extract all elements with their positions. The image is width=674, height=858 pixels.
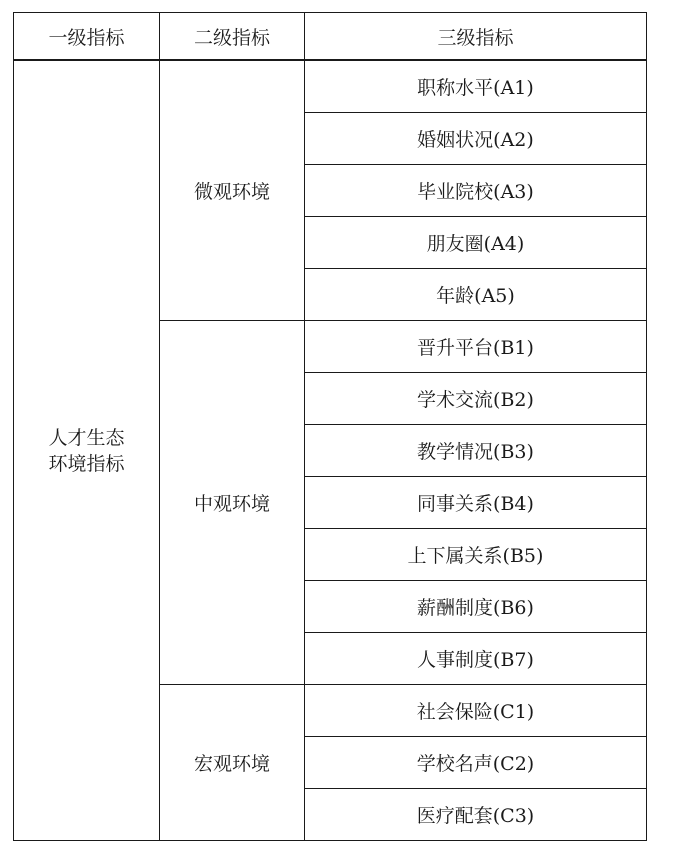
level3-cell: 毕业院校(A3) [305, 165, 647, 217]
level3-cell: 职称水平(A1) [305, 60, 647, 113]
level1-cell [14, 60, 160, 841]
level2-cell-micro: 微观环境 [160, 60, 305, 321]
level3-cell: 上下属关系(B5) [305, 529, 647, 581]
level2-cell-macro: 宏观环境 [160, 685, 305, 841]
level3-cell: 晋升平台(B1) [305, 321, 647, 373]
level3-cell: 社会保险(C1) [305, 685, 647, 737]
indicator-table [13, 12, 647, 841]
level3-cell: 婚姻状况(A2) [305, 113, 647, 165]
header-level1: 一级指标 [14, 13, 160, 61]
table-row [14, 60, 647, 113]
header-level3: 三级指标 [305, 13, 647, 61]
level3-cell: 医疗配套(C3) [305, 789, 647, 841]
level3-cell: 人事制度(B7) [305, 633, 647, 685]
level3-cell: 薪酬制度(B6) [305, 581, 647, 633]
level1-label [48, 425, 124, 477]
header-row [14, 13, 647, 61]
level3-cell: 学术交流(B2) [305, 373, 647, 425]
level3-cell: 年龄(A5) [305, 269, 647, 321]
level3-cell: 同事关系(B4) [305, 477, 647, 529]
level3-cell: 朋友圈(A4) [305, 217, 647, 269]
level3-cell: 教学情况(B3) [305, 425, 647, 477]
header-level2: 二级指标 [160, 13, 305, 61]
level1-label-line2: 环境指标 [48, 452, 125, 475]
level1-label-line1: 人才生态 [48, 426, 125, 449]
level2-cell-meso: 中观环境 [160, 321, 305, 685]
level3-cell: 学校名声(C2) [305, 737, 647, 789]
